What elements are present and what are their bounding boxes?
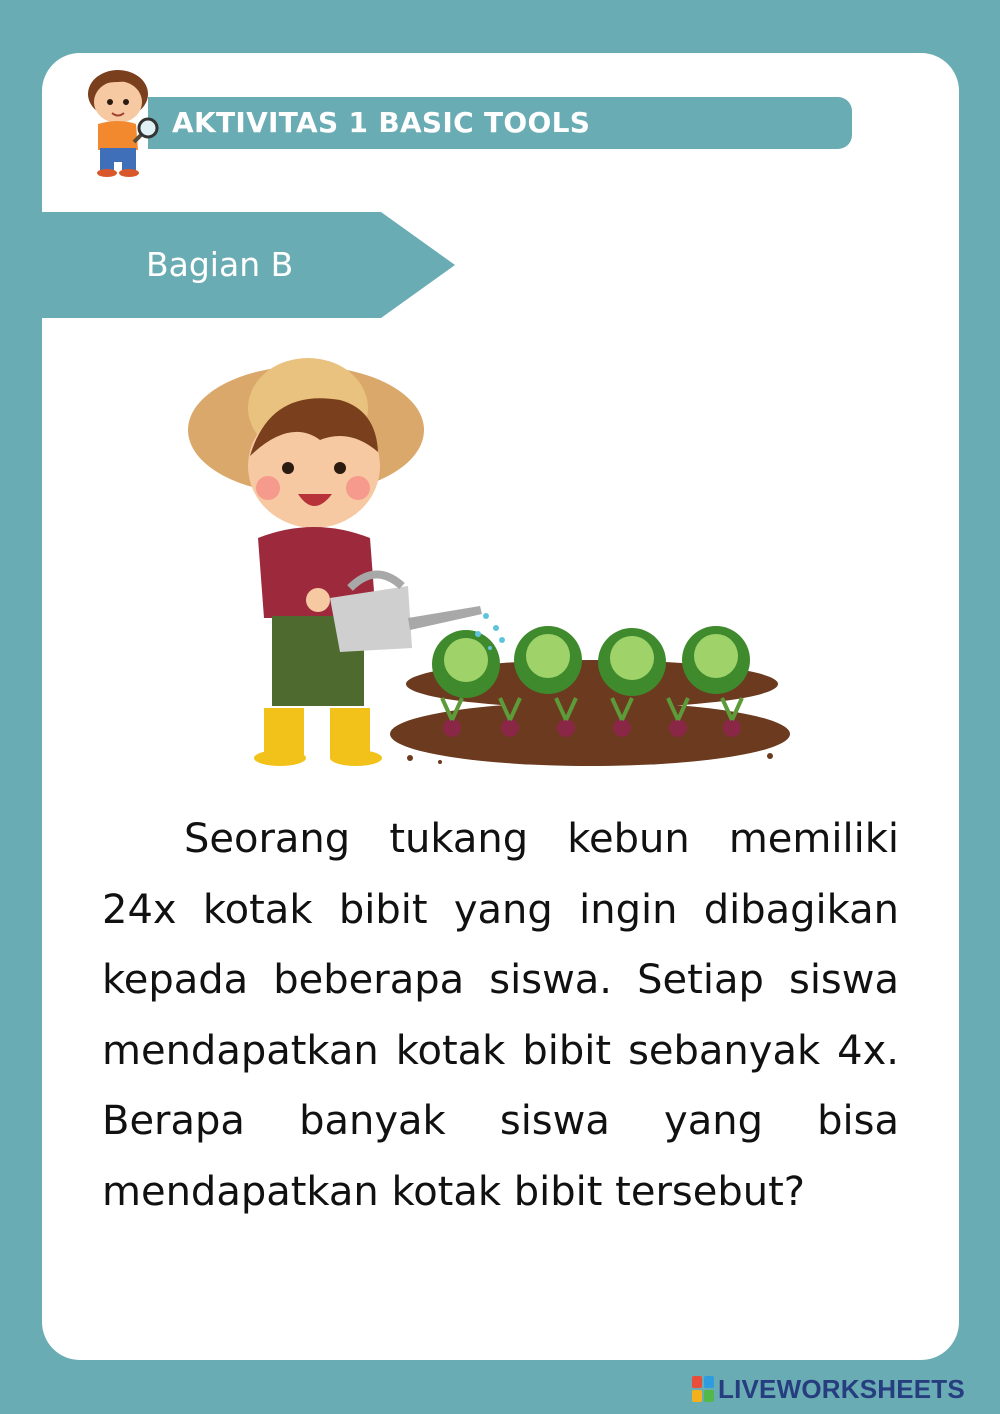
problem-text: Seorang tukang kebun memiliki 24x kotak bibit yang ingin dibagikan kepada beberapa siswa. Setiap siswa mendapatkan kotak bibit sebanyak 4x. Berapa banyak siswa yang bisa mendapatkan kotak bibit tersebut? xyxy=(102,816,899,1215)
farmer-illustration xyxy=(180,348,800,778)
worksheet-title: AKTIVITAS 1 BASIC TOOLS xyxy=(172,106,591,139)
brand-name: LIVEWORKSHEETS xyxy=(718,1373,965,1404)
liveworksheets-logo-icon xyxy=(692,1376,714,1402)
boy-with-magnifier-icon xyxy=(72,66,164,178)
section-label: Bagian B xyxy=(146,245,294,284)
liveworksheets-brand[interactable] xyxy=(692,1373,965,1405)
